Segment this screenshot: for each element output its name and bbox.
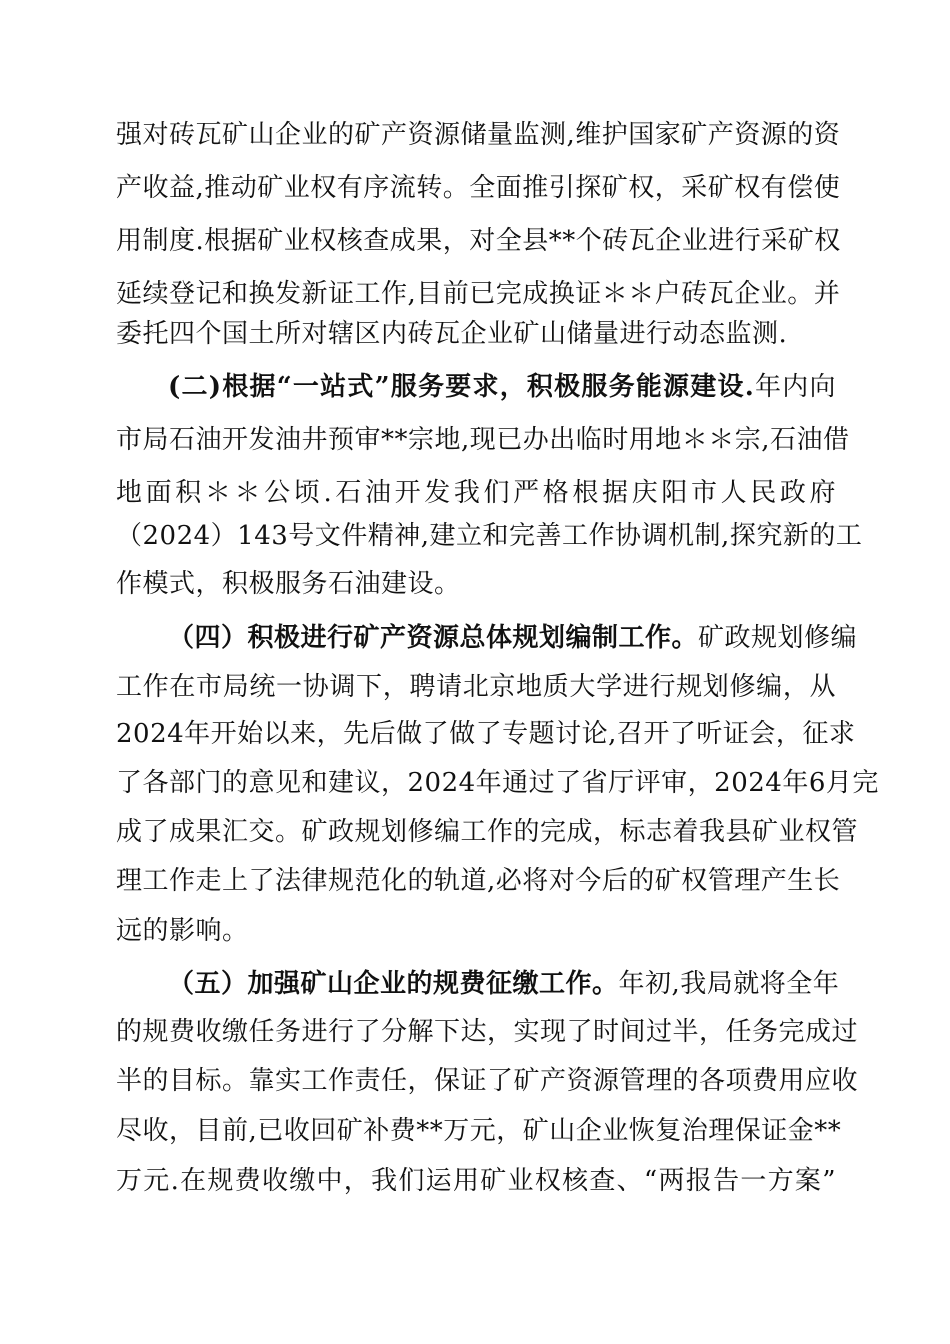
paragraph-1-line-1: 强对砖瓦矿山企业的矿产资源储量监测,维护国家矿产资源的资 <box>116 120 841 150</box>
paragraph-3-line-2: 工作在市局统一协调下，聘请北京地质大学进行规划修编，从 <box>116 672 836 702</box>
section-heading-2: (二)根据“一站式”服务要求，积极服务能源建设. <box>168 372 755 402</box>
section-heading-5: （五）加强矿山企业的规费征缴工作。 <box>168 969 619 999</box>
paragraph-1-line-5: 委托四个国土所对辖区内砖瓦企业矿山储量进行动态监测. <box>116 319 788 349</box>
paragraph-2-line-5: 作模式，积极服务石油建设。 <box>116 569 461 599</box>
paragraph-1-line-2: 产收益,推动矿业权有序流转。全面推引探矿权，采矿权有偿使 <box>116 173 841 203</box>
paragraph-3-line-5: 成了成果汇交。矿政规划修编工作的完成，标志着我县矿业权管 <box>116 817 859 847</box>
paragraph-4-first-text: 年初,我局就将全年 <box>618 969 840 999</box>
section-heading-4: （四）积极进行矿产资源总体规划编制工作。 <box>168 623 699 653</box>
paragraph-1-line-4: 延续登记和换发新证工作,目前已完成换证＊＊户砖瓦企业。并 <box>116 279 841 309</box>
paragraph-4-line-4: 尽收，目前,已收回矿补费**万元，矿山企业恢复治理保证金** <box>116 1116 842 1146</box>
paragraph-4-line-3: 半的目标。靠实工作责任，保证了矿产资源管理的各项费用应收 <box>116 1066 859 1096</box>
paragraph-4-first-line <box>168 967 840 1001</box>
paragraph-2-first-line <box>168 370 836 404</box>
paragraph-3-line-6: 理工作走上了法律规范化的轨道,必将对今后的矿权管理产生长 <box>116 866 841 896</box>
paragraph-3-line-4: 了各部门的意见和建议，2024年通过了省厅评审，2024年6月完 <box>116 768 879 798</box>
paragraph-1-line-3: 用制度.根据矿业权核查成果，对全县**个砖瓦企业进行采矿权 <box>116 226 841 256</box>
paragraph-3-line-3: 2024年开始以来，先后做了做了专题讨论,召开了听证会，征求 <box>116 719 856 749</box>
paragraph-3-line-7: 远的影响。 <box>116 916 249 946</box>
paragraph-2-first-text: 年内向 <box>754 372 836 402</box>
paragraph-2-line-4: （2024）143号文件精神,建立和完善工作协调机制,探究新的工 <box>116 521 863 551</box>
paragraph-4-line-5: 万元.在规费收缴中，我们运用矿业权核查、“两报告一方案” <box>116 1166 836 1196</box>
paragraph-3-first-line <box>168 621 858 655</box>
paragraph-4-line-2: 的规费收缴任务进行了分解下达，实现了时间过半，任务完成过 <box>116 1017 859 1047</box>
paragraph-2-line-3: 地面积＊＊公顷.石油开发我们严格根据庆阳市人民政府 <box>116 478 836 508</box>
paragraph-2-line-2: 市局石油开发油井预审**宗地,现已办出临时用地＊＊宗,石油借 <box>116 425 850 455</box>
paragraph-3-first-text: 矿政规划修编 <box>698 623 858 653</box>
